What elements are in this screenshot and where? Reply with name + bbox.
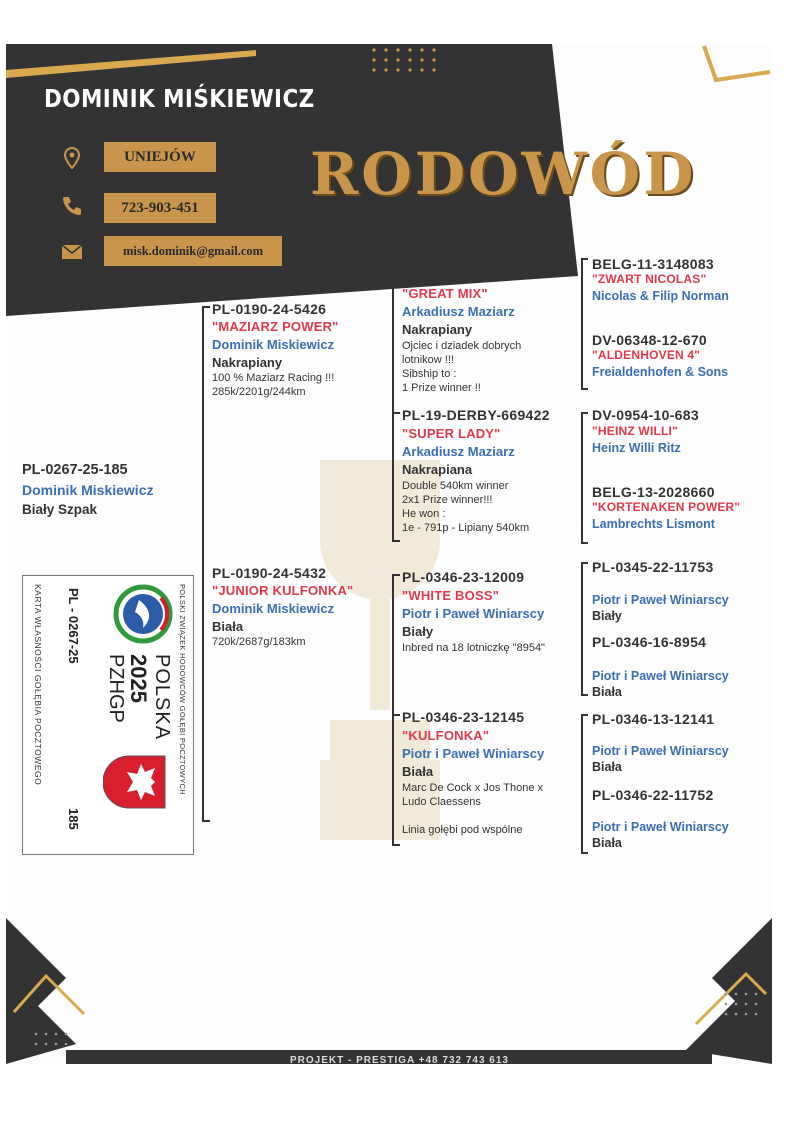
grandparent-owner: Piotr i Paweł Winiarscy [402, 606, 545, 621]
grandparent-owner: Arkadiusz Maziarz [402, 304, 515, 319]
ancestor-ring: PL-0345-22-11753 [592, 559, 714, 575]
bracket-line [581, 542, 588, 544]
ancestor-ring: PL-0346-13-12141 [592, 711, 715, 727]
corner-accent-icon [700, 44, 776, 88]
ancestor-owner: Piotr i Paweł Winiarscy [592, 744, 729, 758]
ownership-card [22, 575, 194, 855]
bracket-line [581, 412, 583, 544]
location-pin-icon [60, 146, 84, 170]
ancestor-name: "ALDENHOVEN 4" [592, 348, 701, 362]
grandparent-name: "KULFONKA" [402, 728, 490, 743]
bracket-line [392, 844, 400, 846]
card-title-bottom: KARTA WŁASNOŚCI GOŁĘBIA POCZTOWEGO [33, 584, 43, 786]
grandparent-colour: Biała [402, 764, 434, 779]
bracket-line [581, 412, 588, 414]
bracket-line [581, 694, 588, 696]
pigeon-owner: Dominik Miskiewicz [22, 482, 154, 498]
grandparent-name: "SUPER LADY" [402, 426, 501, 441]
dam-owner: Dominik Miskiewicz [212, 601, 335, 616]
card-ring-number: 185 [66, 808, 81, 830]
bracket-line [392, 412, 400, 414]
bracket-line [202, 306, 210, 308]
grandparent-note: He won : [402, 508, 446, 520]
bracket-line [581, 562, 588, 564]
card-country: POLSKA [151, 654, 173, 741]
pzhgp-logo-icon [113, 584, 173, 644]
ancestor-ring: DV-06348-12-670 [592, 332, 708, 348]
grandparent-note: 1 Prize winner !! [402, 382, 481, 394]
grandparent-ring: PL-0346-23-12009 [402, 569, 525, 585]
grandparent-colour: Biały [402, 624, 434, 639]
sire-name: "MAZIARZ POWER" [212, 319, 339, 334]
breeder-name-heading: DOMINIK MIŚKIEWICZ [44, 84, 315, 113]
ancestor-colour: Biała [592, 760, 622, 774]
bracket-line [392, 272, 400, 274]
grandparent-note: lotnikow !!! [402, 354, 454, 366]
grandparent-note: 2x1 Prize winner!!! [402, 494, 493, 506]
grandparent-note: 1e - 791p - Lipiany 540km [402, 522, 530, 534]
bracket-line [581, 258, 583, 390]
ancestor-owner: Piotr i Paweł Winiarscy [592, 669, 729, 683]
grandparent-note: Linia gołębi pod wspólne [402, 824, 523, 836]
card-title-top: POLSKI ZWIĄZEK HODOWCÓW GOŁĘBI POCZTOWYCH [178, 584, 187, 795]
grandparent-note: Marc De Cock x Jos Thone x [402, 782, 544, 794]
sire-owner: Dominik Miskiewicz [212, 337, 335, 352]
pigeon-colour: Biały Szpak [22, 502, 98, 517]
phone-icon [60, 194, 84, 218]
phone-number[interactable]: 723-903-451 [104, 193, 216, 223]
bracket-line [392, 574, 400, 576]
ancestor-owner: Lambrechts Lismont [592, 517, 715, 531]
sire-note: 285k/2201g/244km [212, 386, 306, 398]
bracket-line [581, 852, 588, 854]
ancestor-owner: Heinz Willi Ritz [592, 441, 681, 455]
card-year: 2025 [126, 654, 151, 703]
sire-ring: PL-0190-24-5426 [212, 301, 327, 317]
card-org: PZHGP [105, 654, 127, 723]
ancestor-colour: Biały [592, 609, 622, 623]
footer-decoration [6, 914, 772, 1064]
ancestor-owner: Freialdenhofen & Sons [592, 365, 729, 379]
card-ring-prefix: PL - 0267-25 [66, 588, 81, 664]
bracket-line [581, 258, 588, 260]
grandparent-name: "WHITE BOSS" [402, 588, 500, 603]
bracket-line [202, 306, 204, 822]
ancestor-ring: PL-0346-22-11752 [592, 787, 714, 803]
polish-eagle-icon [103, 754, 167, 810]
grandparent-ring: PL-0233-19-4795 [402, 267, 517, 283]
dam-colour: Biała [212, 619, 244, 634]
sire-note: 100 % Maziarz Racing !!! [212, 372, 335, 384]
ancestor-owner: Nicolas & Filip Norman [592, 289, 729, 303]
ancestor-name: "ZWART NICOLAS" [592, 272, 707, 286]
bracket-line [581, 714, 583, 854]
bracket-line [392, 540, 400, 542]
bracket-line [581, 714, 588, 716]
envelope-icon [60, 240, 84, 264]
bracket-line [581, 562, 583, 696]
ancestor-owner: Piotr i Paweł Winiarscy [592, 593, 729, 607]
dam-ring: PL-0190-24-5432 [212, 565, 327, 581]
pigeon-ring: PL-0267-25-185 [22, 462, 128, 478]
grandparent-owner: Arkadiusz Maziarz [402, 444, 515, 459]
grandparent-colour: Nakrapiana [402, 462, 473, 477]
grandparent-colour: Nakrapiany [402, 322, 473, 337]
grandparent-ring: PL-19-DERBY-669422 [402, 407, 550, 423]
ancestor-ring: PL-0346-16-8954 [592, 634, 707, 650]
bracket-line [581, 388, 588, 390]
dam-note: 720k/2687g/183km [212, 636, 306, 648]
pedigree-title: RODOWÓD [310, 140, 697, 208]
ancestor-ring: DV-0954-10-683 [592, 407, 699, 423]
grandparent-note: Double 540km winner [402, 480, 509, 492]
location-label: UNIEJÓW [104, 142, 216, 172]
ancestor-name: "KORTENAKEN POWER" [592, 500, 741, 514]
ancestor-colour: Biała [592, 836, 622, 850]
grandparent-note: Ojciec i dziadek dobrych [402, 340, 522, 352]
ancestor-owner: Piotr i Paweł Winiarscy [592, 820, 729, 834]
grandparent-ring: PL-0346-23-12145 [402, 709, 525, 725]
email-address[interactable]: misk.dominik@gmail.com [104, 236, 282, 266]
grandparent-owner: Piotr i Paweł Winiarscy [402, 746, 545, 761]
ancestor-colour: Biała [592, 685, 622, 699]
ancestor-name: "HEINZ WILLI" [592, 424, 678, 438]
ancestor-ring: BELG-13-2028660 [592, 484, 715, 500]
bracket-line [202, 820, 210, 822]
grandparent-name: "GREAT MIX" [402, 286, 488, 301]
dam-name: "JUNIOR KULFONKA" [212, 583, 354, 598]
sire-colour: Nakrapiany [212, 355, 283, 370]
bracket-line [392, 714, 400, 716]
grandparent-note: Ludo Claessens [402, 796, 481, 808]
footer-credit: PROJEKT - PRESTIGA +48 732 743 613 [290, 1055, 509, 1066]
grandparent-note: Sibship to : [402, 368, 457, 380]
bracket-line [392, 272, 394, 542]
grandparent-note: Inbred na 18 lotniczkę "8954" [402, 642, 545, 654]
bracket-line [392, 574, 394, 846]
ancestor-ring: BELG-11-3148083 [592, 256, 715, 272]
